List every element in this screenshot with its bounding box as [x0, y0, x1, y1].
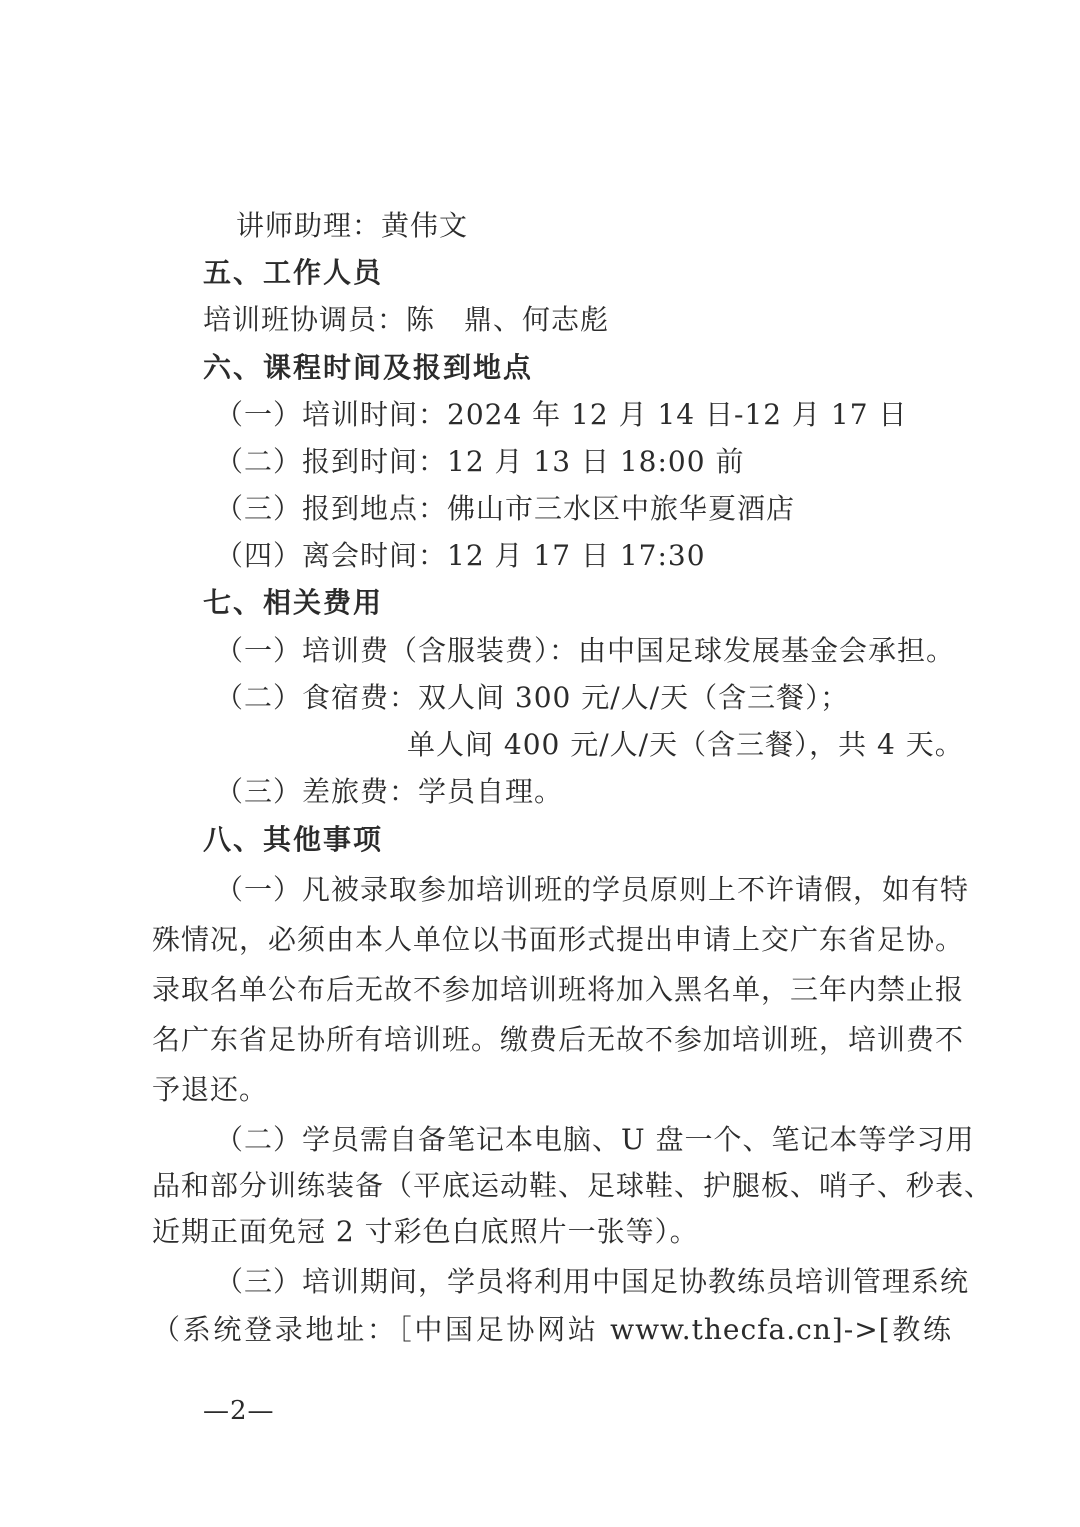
coordinator-line: 培训班协调员：陈 鼎、何志彪 — [203, 303, 610, 336]
paragraph-line: （二）学员需自备笔记本电脑、U 盘一个、笔记本等学习用 — [215, 1123, 975, 1156]
paragraph-line: 予退还。 — [152, 1073, 269, 1106]
departure-time-line: （四）离会时间：12 月 17 日 17:30 — [215, 539, 706, 572]
paragraph-line: 品和部分训练装备（平底运动鞋、足球鞋、护腿板、哨子、秒表、 — [152, 1169, 994, 1202]
section-heading-schedule: 六、课程时间及报到地点 — [203, 351, 534, 384]
assistant-lecturer-line: 讲师助理：黄伟文 — [236, 209, 469, 242]
travel-fee-line: （三）差旅费：学员自理。 — [215, 775, 564, 808]
paragraph-line: （一）凡被录取参加培训班的学员原则上不许请假，如有特 — [215, 873, 970, 906]
checkin-location-line: （三）报到地点：佛山市三水区中旅华夏酒店 — [215, 492, 796, 525]
section-heading-fees: 七、相关费用 — [203, 586, 384, 619]
paragraph-line: 录取名单公布后无故不参加培训班将加入黑名单，三年内禁止报 — [152, 973, 965, 1006]
paragraph-line: 近期正面免冠 2 寸彩色白底照片一张等）。 — [152, 1215, 699, 1248]
paragraph-line: （系统登录地址：［中国足协网站 www.thecfa.cn]->[教练 — [152, 1313, 952, 1346]
training-time-line: （一）培训时间：2024 年 12 月 14 日-12 月 17 日 — [215, 398, 908, 431]
paragraph-line: 殊情况，必须由本人单位以书面形式提出申请上交广东省足协。 — [152, 923, 965, 956]
section-heading-other: 八、其他事项 — [203, 823, 384, 856]
page-number: —2— — [203, 1396, 275, 1426]
training-fee-line: （一）培训费（含服装费）：由中国足球发展基金会承担。 — [215, 634, 956, 667]
lodging-fee-line: （二）食宿费：双人间 300 元/人/天（含三餐）； — [215, 681, 850, 714]
paragraph-line: 名广东省足协所有培训班。缴费后无故不参加培训班，培训费不 — [152, 1023, 965, 1056]
paragraph-line: （三）培训期间，学员将利用中国足协教练员培训管理系统 — [215, 1265, 970, 1298]
lodging-fee-single-line: 单人间 400 元/人/天（含三餐），共 4 天。 — [407, 728, 964, 761]
checkin-time-line: （二）报到时间：12 月 13 日 18:00 前 — [215, 445, 745, 478]
section-heading-staff: 五、工作人员 — [203, 256, 384, 289]
